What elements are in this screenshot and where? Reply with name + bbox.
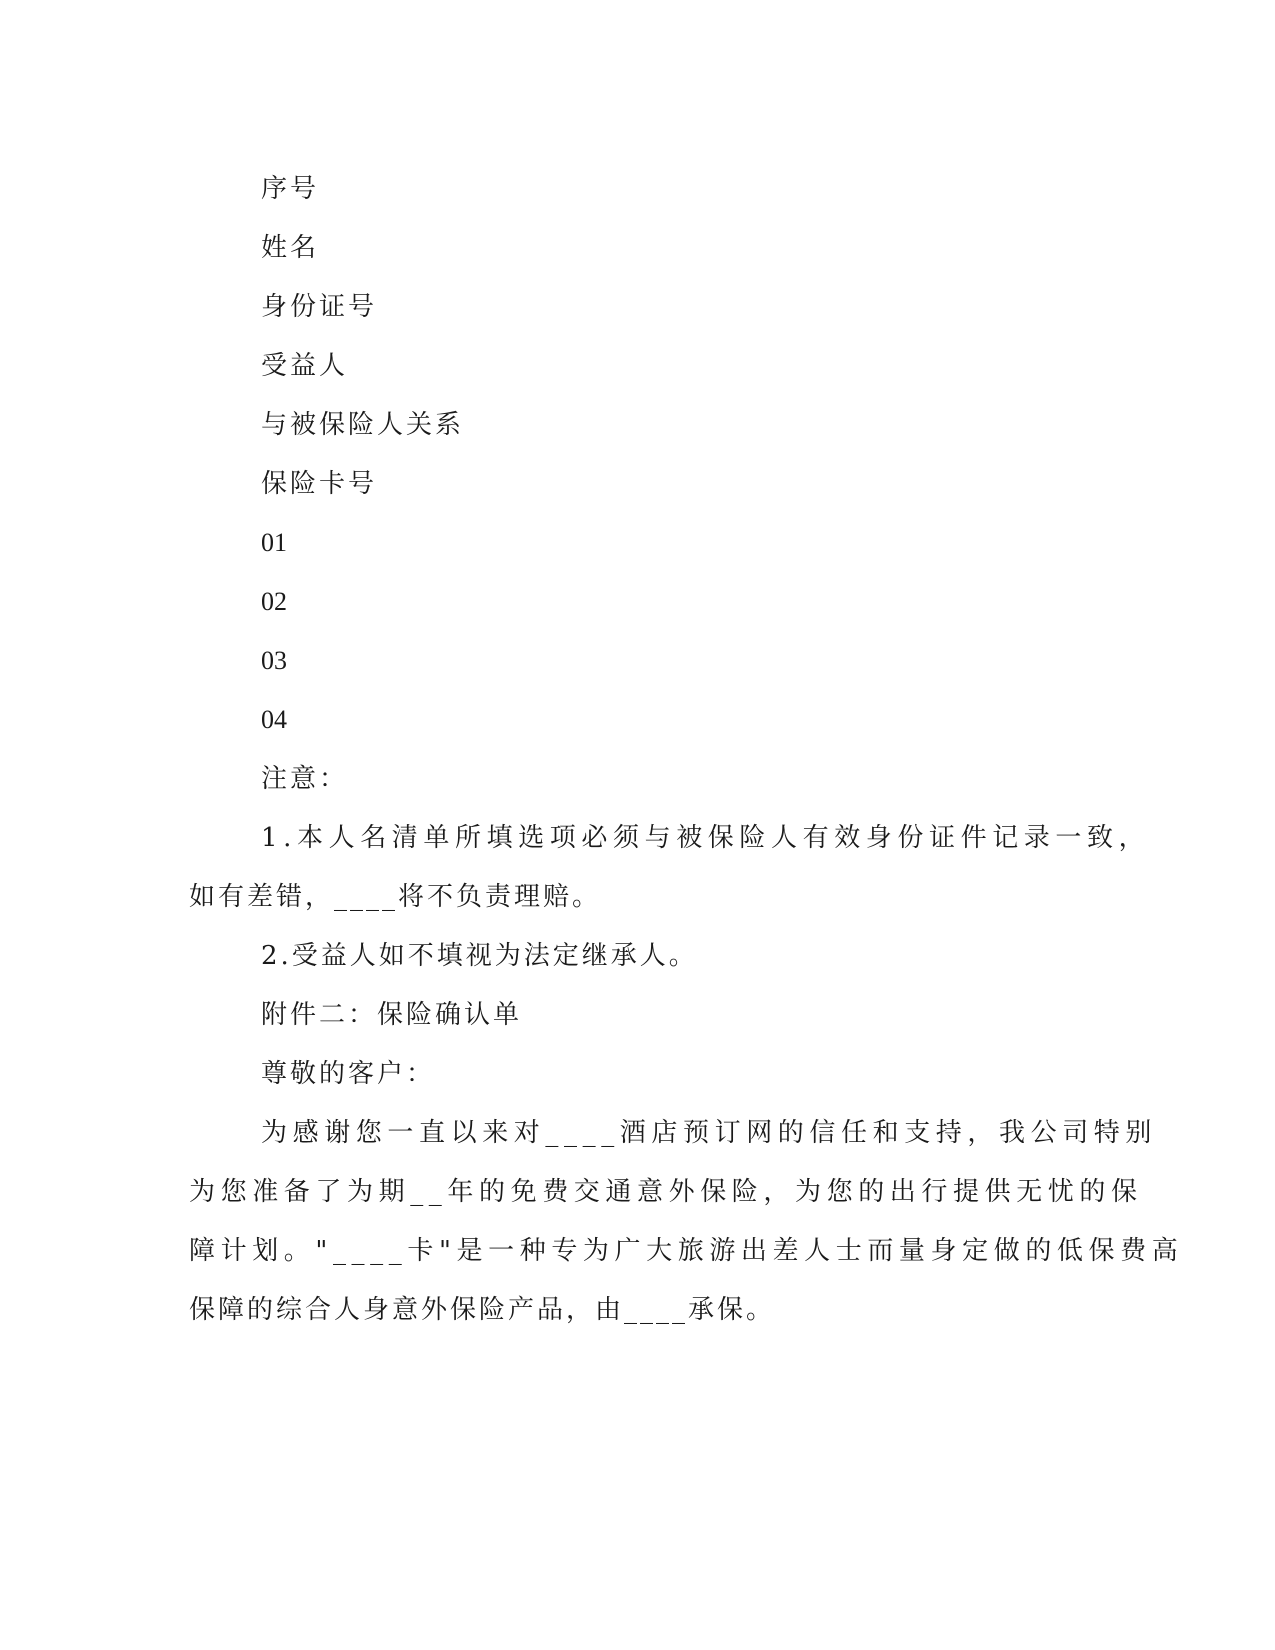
row-number: 04 [261, 705, 287, 734]
header-name: 姓名 [261, 233, 320, 263]
body-paragraph-line: 为感谢您一直以来对____酒店预订网的信任和支持，我公司特别 [261, 1118, 1158, 1148]
attachment-title: 附件二：保险确认单 [261, 1000, 523, 1030]
header-card-number: 保险卡号 [261, 469, 378, 499]
notice-item-1: 1.本人名清单所填选项必须与被保险人有效身份证件记录一致， [261, 823, 1151, 853]
salutation: 尊敬的客户： [261, 1059, 436, 1089]
row-number: 02 [261, 587, 287, 616]
body-paragraph-line: 保障的综合人身意外保险产品，由____承保。 [189, 1295, 776, 1325]
body-paragraph-line: 为您准备了为期__年的免费交通意外保险，为您的出行提供无忧的保 [189, 1177, 1143, 1207]
header-id-number: 身份证号 [261, 292, 378, 322]
row-number: 03 [261, 646, 287, 675]
body-paragraph-line: 障计划。"____卡"是一种专为广大旅游出差人士而量身定做的低保费高 [189, 1236, 1184, 1266]
header-relationship: 与被保险人关系 [261, 410, 465, 440]
row-number: 01 [261, 528, 287, 557]
notice-item-2: 2.受益人如不填视为法定继承人。 [261, 941, 698, 971]
header-beneficiary: 受益人 [261, 351, 349, 381]
notice-heading: 注意： [261, 764, 349, 794]
header-serial-number: 序号 [261, 174, 320, 204]
notice-item-1-continued: 如有差错，____将不负责理赔。 [189, 882, 602, 912]
